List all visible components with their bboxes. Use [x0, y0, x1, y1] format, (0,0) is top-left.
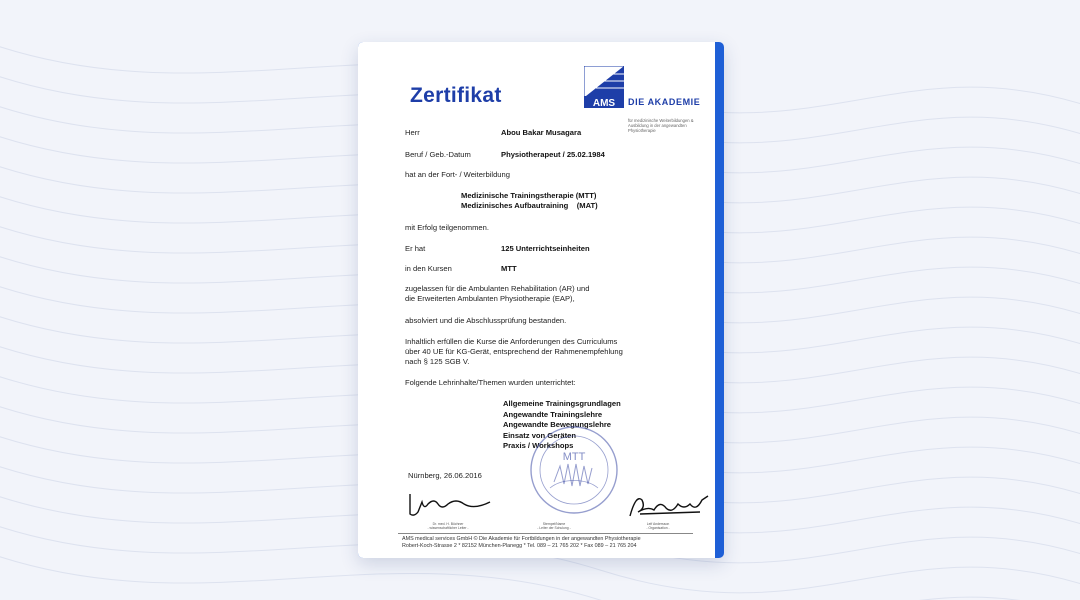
logo-mark-text: AMS [592, 98, 616, 108]
inhalt-line-3: nach § 125 SGB V. [405, 357, 470, 366]
signature-right-caption: Leif Andersson - Organisation - [646, 522, 670, 531]
herr-value: Abou Bakar Musagara [501, 128, 582, 137]
certificate-title: Zertifikat [410, 84, 502, 107]
absolviert-text: absolviert und die Abschlussprüfung bestanden. [405, 316, 567, 325]
signature-middle-caption: Stempel/Name - Leiter der Schulung - [537, 522, 571, 531]
stamp-text: MTT [562, 451, 586, 463]
herr-label: Herr [405, 128, 420, 137]
place-date: Nürnberg, 26.06.2016 [408, 471, 482, 480]
beruf-label: Beruf / Geb.-Datum [405, 150, 471, 159]
zugelassen-line-2: die Erweiterten Ambulanten Physiotherapie (EAP), [405, 294, 575, 303]
inhalt-line-1: Inhaltlich erfüllen die Kurse die Anforderungen des Curriculums [405, 337, 618, 346]
kursen-label: in den Kursen [405, 264, 452, 273]
folgende-text: Folgende Lehrinhalte/Themen wurden unterrichtet: [405, 378, 576, 387]
logo-name: DIE AKADEMIE [628, 97, 701, 107]
footer-line-2: Robert-Koch-Strasse 2 * 82152 München-Planegg * Tel. 089 – 21 765 202 * Fax 089 – 21 765 204 [402, 543, 637, 549]
topic-item: Einsatz von Geräten [503, 430, 577, 440]
erfolg-text: mit Erfolg teilgenommen. [405, 223, 489, 232]
inhalt-line-2: über 40 UE für KG-Gerät, entsprechend der Rahmenempfehlung [405, 347, 623, 356]
footer-divider [398, 533, 693, 534]
erhat-value: 125 Unterrichtseinheiten [501, 244, 590, 253]
fort-label: hat an der Fort- / Weiterbildung [405, 170, 510, 179]
topic-item: Allgemeine Trainingsgrundlagen [503, 399, 621, 408]
signature-left-caption: Dr. med. H. Büchner - wissenschaftlicher Leiter - [427, 522, 469, 531]
certificate-document [358, 42, 715, 558]
kursen-value: MTT [501, 264, 517, 273]
signature-right [626, 490, 714, 522]
footer-line-1: AMS medical services GmbH © Die Akademie für Fortbildungen in der angewandten Physiotherapie [402, 536, 641, 542]
erhat-label: Er hat [405, 244, 426, 253]
zugelassen-line-1: zugelassen für die Ambulanten Rehabilitation (AR) und [405, 284, 590, 293]
stamp-seal [528, 424, 620, 516]
topic-item: Angewandte Trainingslehre [503, 409, 603, 419]
course-mat: Medizinisches Aufbautraining (MAT) [461, 201, 598, 210]
signature-left [404, 490, 496, 520]
beruf-value: Physiotherapeut / 25.02.1984 [501, 150, 605, 159]
logo-tagline: für medizinische Weiterbildungen & Ausbildung in der angewandten Physiotherapie [628, 118, 694, 133]
ams-logo-icon [584, 66, 624, 108]
course-mtt: Medizinische Trainingstherapie (MTT) [461, 191, 597, 200]
topic-item: Angewandte Bewegungslehre [503, 420, 612, 430]
topic-item: Praxis / Workshops [503, 441, 574, 451]
